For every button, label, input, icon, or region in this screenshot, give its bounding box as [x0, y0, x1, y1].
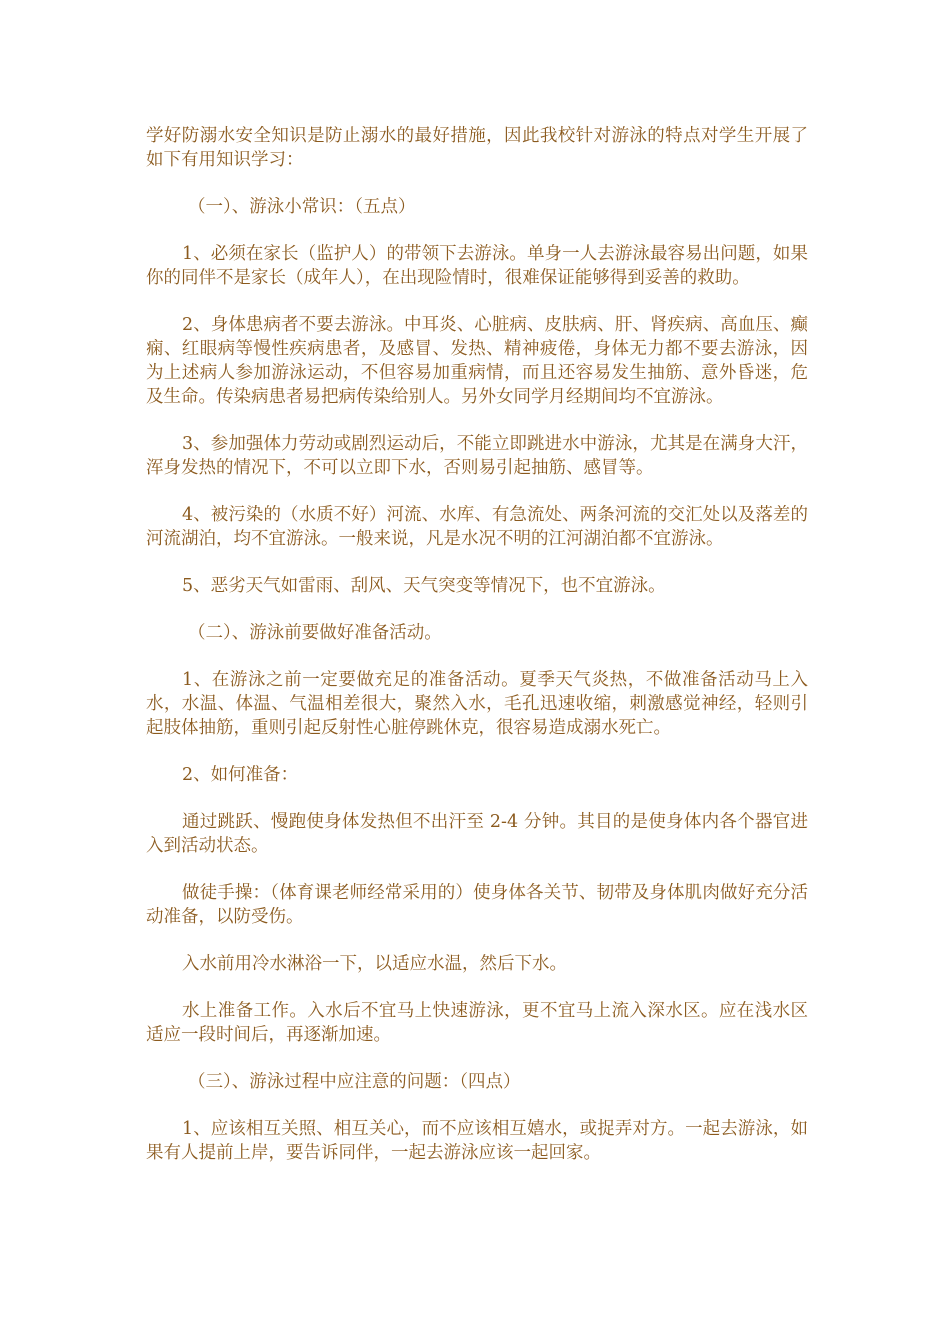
body-paragraph: 做徒手操：（体育课老师经常采用的）使身体各关节、韧带及身体肌肉做好充分活动准备，以防受伤。 — [146, 883, 808, 927]
body-paragraph: 4、被污染的（水质不好）河流、水库、有急流处、两条河流的交汇处以及落差的河流湖泊，均不宜游泳。一般来说，凡是水况不明的江河湖泊都不宜游泳。 — [146, 505, 808, 549]
body-paragraph: 3、参加强体力劳动或剧烈运动后，不能立即跳进水中游泳，尤其是在满身大汗，浑身发热的情况下，不可以立即下水，否则易引起抽筋、感冒等。 — [146, 434, 808, 478]
body-paragraph: 2、如何准备： — [182, 765, 299, 785]
section-heading-1: （一）、游泳小常识：（五点） — [188, 197, 416, 217]
document-body — [146, 124, 808, 1188]
section-heading-3: （三）、游泳过程中应注意的问题：（四点） — [188, 1072, 521, 1092]
body-paragraph: 1、在游泳之前一定要做充足的准备活动。夏季天气炎热，不做准备活动马上入水，水温、体温、气温相差很大，聚然入水，毛孔迅速收缩，刺激感觉神经，轻则引起肢体抽筋，重则引起反射性心脏停跳休克，很容易造成溺水死亡。 — [146, 670, 808, 738]
body-paragraph: 1、必须在家长（监护人）的带领下去游泳。单身一人去游泳最容易出问题，如果你的同伴不是家长（成年人），在出现险情时，很难保证能够得到妥善的救助。 — [146, 244, 808, 288]
section-heading-2: （二）、游泳前要做好准备活动。 — [188, 623, 442, 643]
body-paragraph: 水上准备工作。入水后不宜马上快速游泳，更不宜马上流入深水区。应在浅水区适应一段时间后，再逐渐加速。 — [146, 1001, 808, 1045]
body-paragraph: 2、身体患病者不要去游泳。中耳炎、心脏病、皮肤病、肝、肾疾病、高血压、癫痫、红眼病等慢性疾病患者，及感冒、发热、精神疲倦，身体无力都不要去游泳，因为上述病人参加游泳运动，不但容易加重病情，而且还容易发生抽筋、意外昏迷，危及生命。传染病患者易把病传染给别人。另外女同学月经期间均不宜游泳。 — [146, 315, 808, 407]
body-paragraph: 入水前用冷水淋浴一下，以适应水温，然后下水。 — [182, 954, 567, 974]
intro-paragraph: 学好防溺水安全知识是防止溺水的最好措施，因此我校针对游泳的特点对学生开展了如下有用知识学习： — [146, 126, 808, 170]
body-paragraph: 5、恶劣天气如雷雨、刮风、天气突变等情况下，也不宜游泳。 — [182, 576, 666, 596]
body-paragraph: 1、应该相互关照、相互关心，而不应该相互嬉水，或捉弄对方。一起去游泳，如果有人提前上岸，要告诉同伴，一起去游泳应该一起回家。 — [146, 1119, 808, 1163]
body-paragraph: 通过跳跃、慢跑使身体发热但不出汗至 2-4 分钟。其目的是使身体内各个器官进入到活动状态。 — [146, 812, 808, 856]
